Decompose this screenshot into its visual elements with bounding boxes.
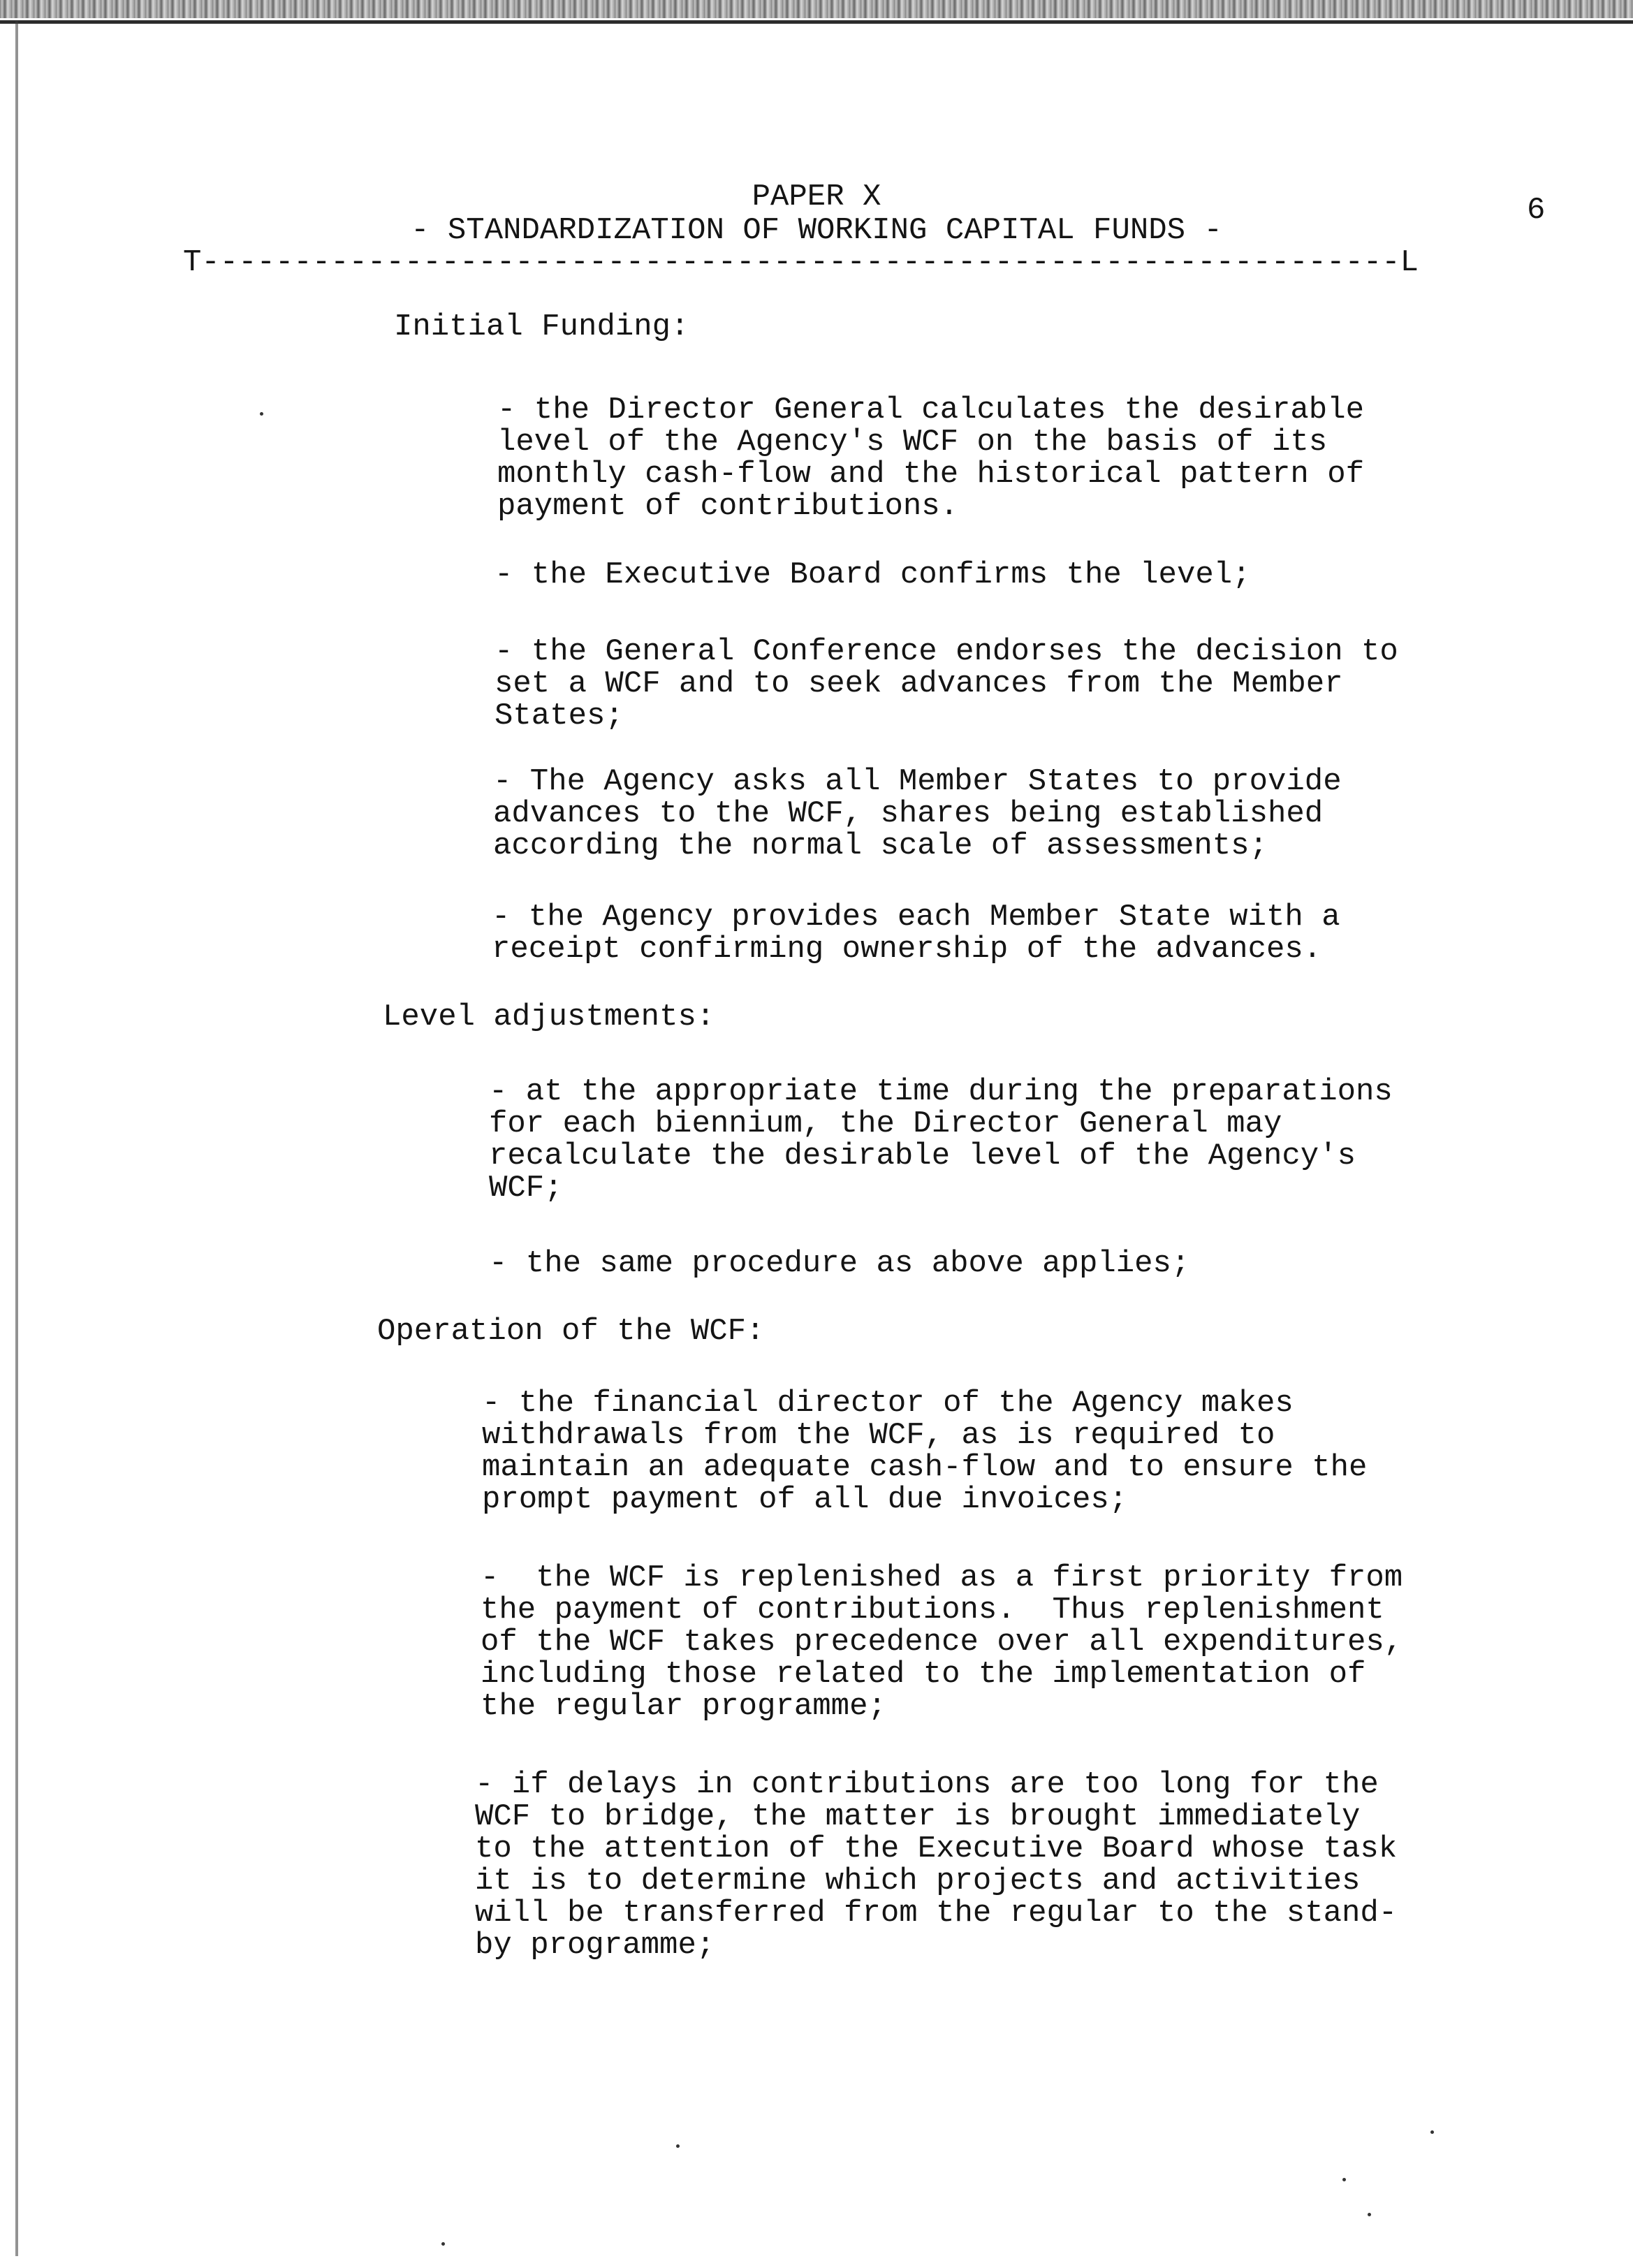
document-subtitle: - STANDARDIZATION OF WORKING CAPITAL FUNDS - [411,213,1222,248]
document-title: PAPER X [752,180,881,214]
scan-top-band [0,0,1633,18]
initial-funding-item-2: - the Executive Board confirms the level; [495,557,1251,592]
level-adjustments-item-2: - the same procedure as above applies; [489,1246,1190,1281]
scan-speck [441,2242,445,2246]
page-number: 6 [1527,193,1546,228]
document-header [0,180,1633,247]
scan-top-edge [0,18,1633,28]
initial-funding-item-5: - the Agency provides each Member State with a receipt confirming ownership of the advances. [492,900,1340,967]
scan-speck [260,412,263,416]
section-heading-operation-of-wcf: Operation of the WCF: [377,1314,765,1349]
section-heading-level-adjustments: Level adjustments: [383,1000,715,1034]
scan-speck [1368,2213,1371,2216]
scan-speck [1430,2130,1434,2134]
level-adjustments-item-1: - at the appropriate time during the preparations for each biennium, the Director General may recalculate the desirable level of the Agency's WCF; [489,1074,1393,1206]
initial-funding-item-3: - the General Conference endorses the decision to set a WCF and to seek advances from the Member States; [495,634,1398,733]
initial-funding-item-1: - the Director General calculates the desirable level of the Agency's WCF on the basis of its monthly cash-flow and the historical pattern of payment of contributions. [497,393,1365,524]
operation-item-3: - if delays in contributions are too long for the WCF to bridge, the matter is brought immediately to the attention of the Executive Board whose task it is to determine which projects and activities will be transferred from the regular to the stand- by programme; [475,1767,1398,1963]
scan-speck [676,2144,680,2148]
section-heading-initial-funding: Initial Funding: [394,309,689,344]
scan-speck [1342,2178,1346,2181]
operation-item-2: - the WCF is replenished as a first priority from the payment of contributions. Thus replenishment of the WCF takes precedence over all expenditures, including those related to the implementation of the regular programme; [481,1560,1403,1724]
initial-funding-item-4: - The Agency asks all Member States to provide advances to the WCF, shares being established according the normal scale of assessments; [493,764,1342,863]
scan-left-margin-line [15,21,18,2256]
header-rule-line: T-----------------------------------------------------------------L [183,246,1419,279]
operation-item-1: - the financial director of the Agency makes withdrawals from the WCF, as is required to maintain an adequate cash-flow and to ensure the prompt payment of all due invoices; [482,1386,1368,1517]
